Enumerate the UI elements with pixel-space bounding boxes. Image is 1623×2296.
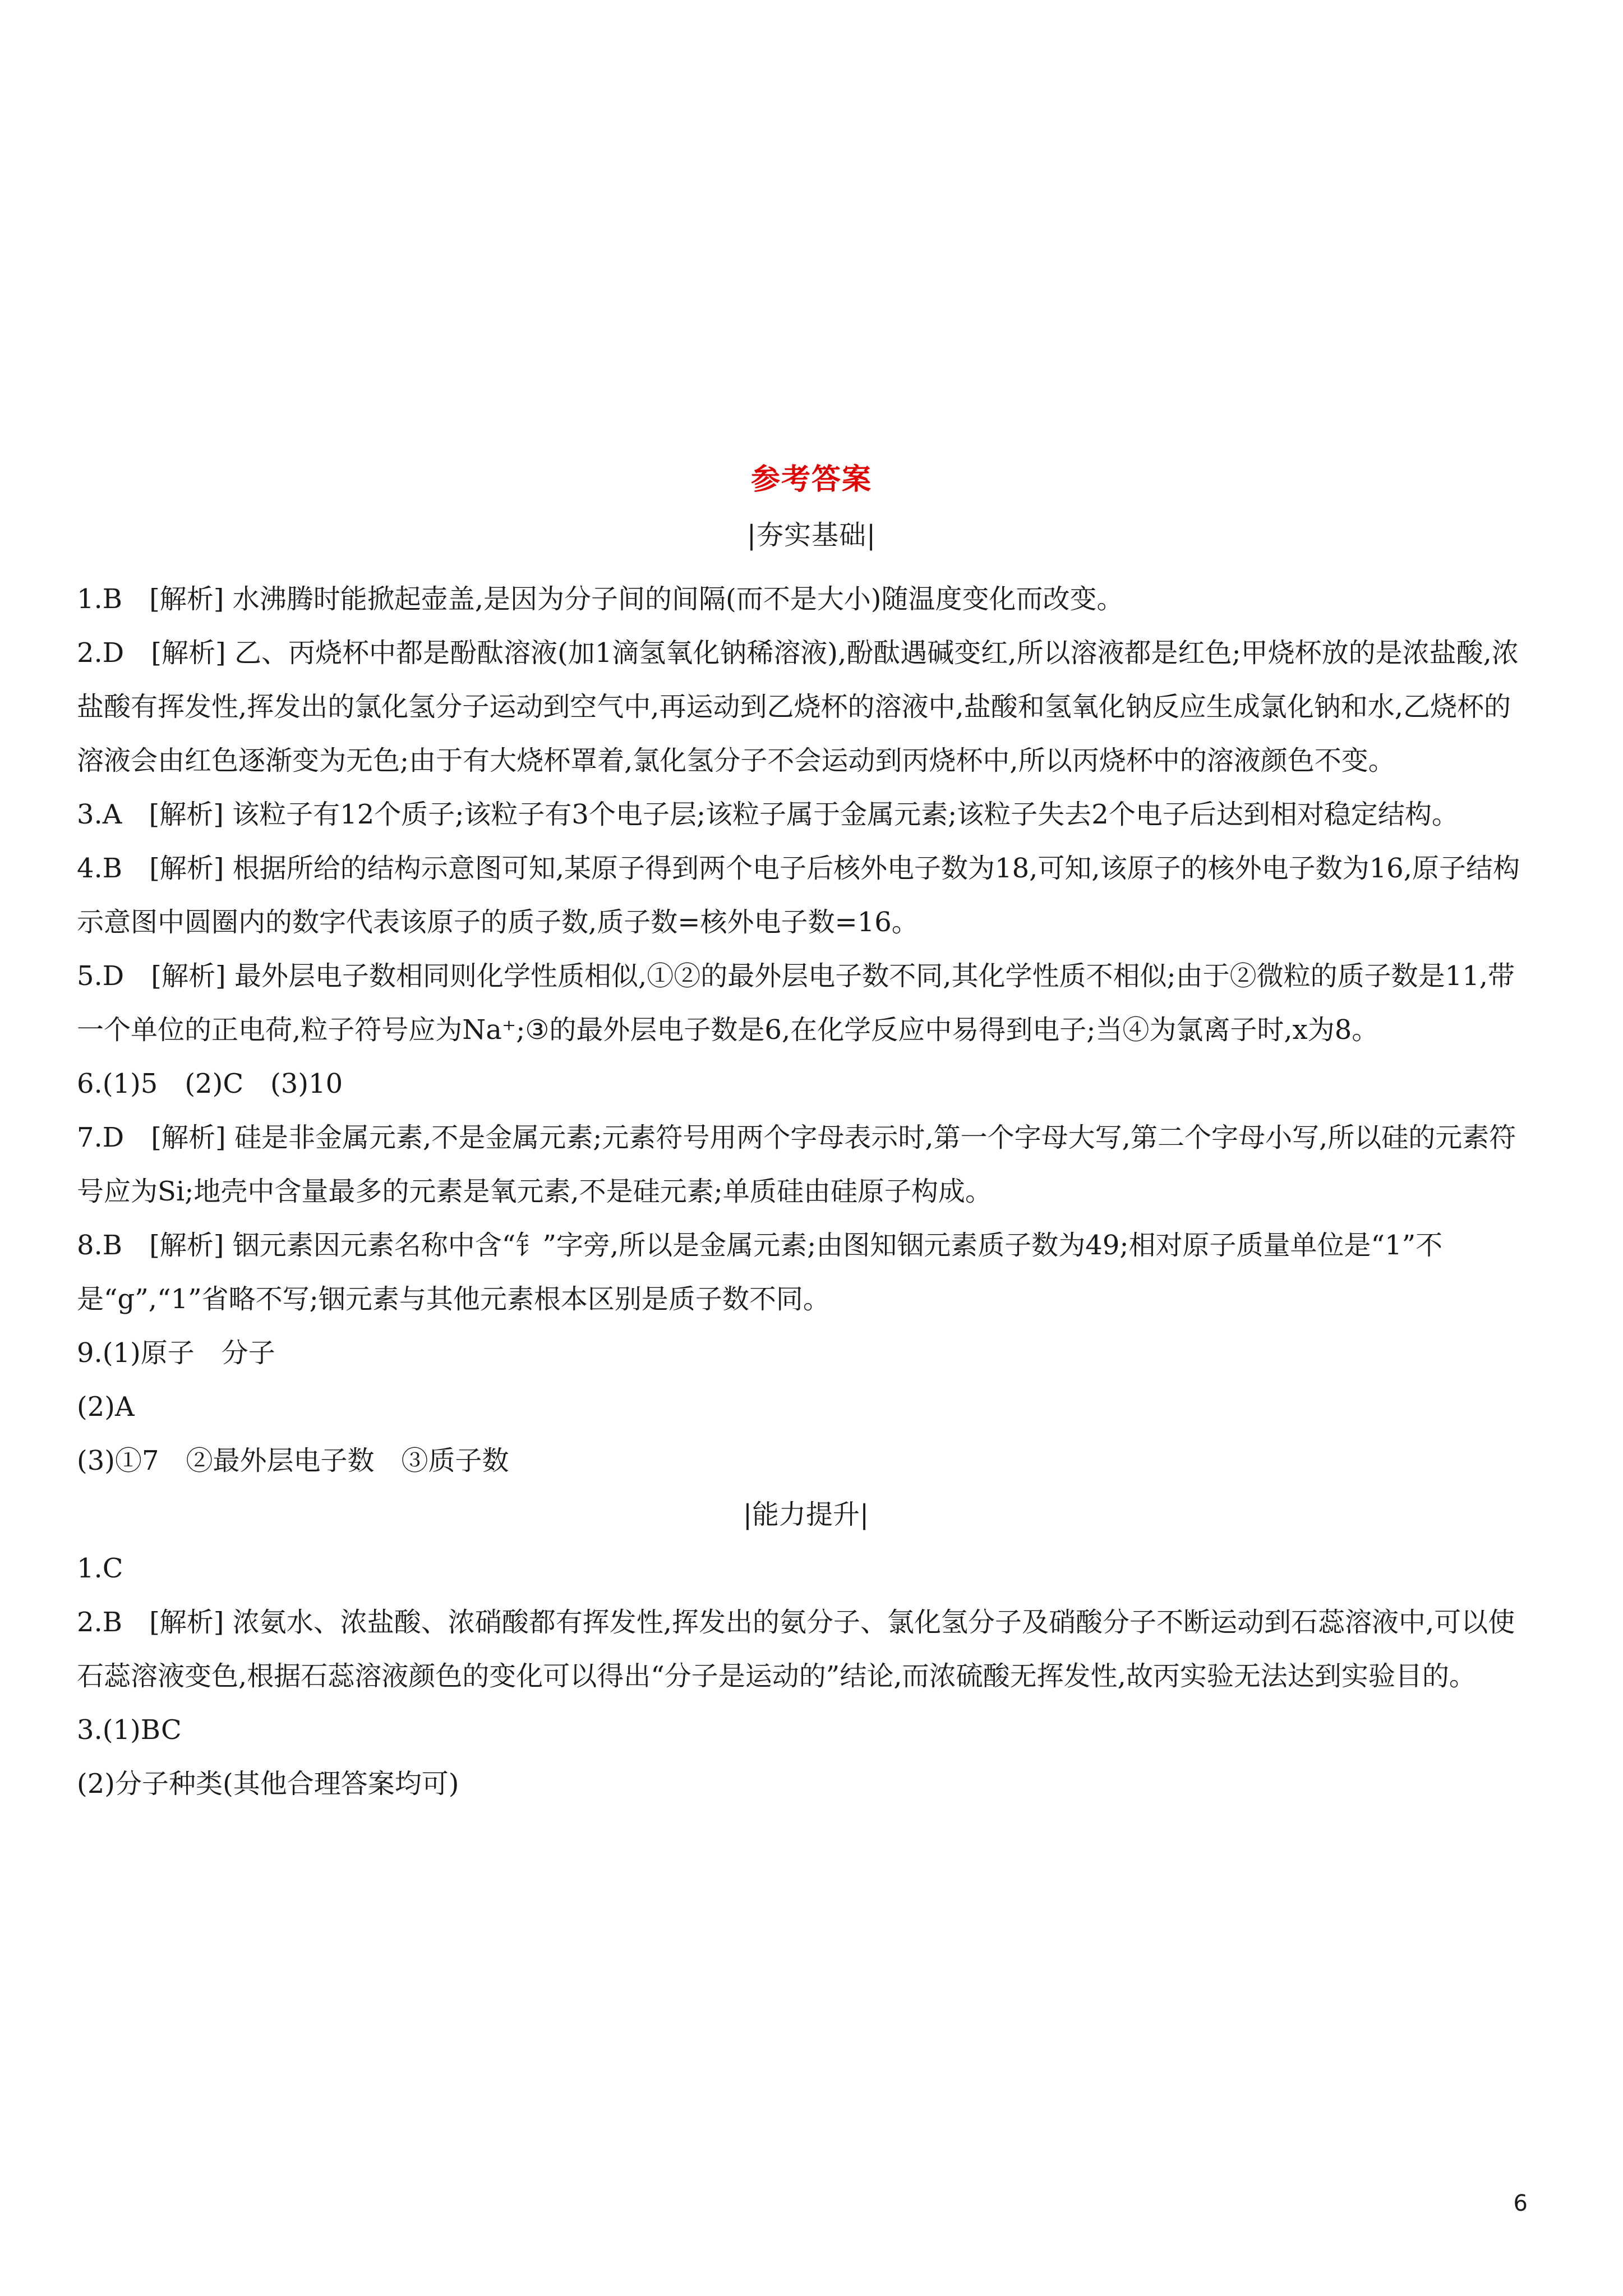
answer-item: 7.D [解析] 硅是非金属元素,不是金属元素;元素符号用两个字母表示时,第一个字母大写,第二个字母小写,所以硅的元素符号应为Si;地壳中含量最多的元素是氧元素,不是硅元素;单质硅由硅原子构成。 xyxy=(77,1122,1516,1207)
page-number: 6 xyxy=(1513,2191,1528,2216)
answer-item: (2)分子种类(其他合理答案均可) xyxy=(77,1768,459,1800)
answer-item: 1.B [解析] 水沸腾时能掀起壶盖,是因为分子间的间隔(而不是大小)随温度变化而改变。 xyxy=(77,583,1124,615)
answer-item: 1.C xyxy=(77,1553,123,1584)
answer-item: 5.D [解析] 最外层电子数相同则化学性质相似,①②的最外层电子数不同,其化学性质不相似;由于②微粒的质子数是11,带一个单位的正电荷,粒子符号应为Na⁺;③的最外层电子数是6,在化学反应中易得到电子;当④为氯离子时,x为8。 xyxy=(77,960,1515,1046)
answer-item: 3.(1)BC xyxy=(77,1714,182,1746)
answer-item: 3.A [解析] 该粒子有12个质子;该粒子有3个电子层;该粒子属于金属元素;该粒子失去2个电子后达到相对稳定结构。 xyxy=(77,799,1459,830)
answer-item: (2)A xyxy=(77,1391,135,1423)
answer-item: 8.B [解析] 铟元素因元素名称中含“钅”字旁,所以是金属元素;由图知铟元素质子数为49;相对原子质量单位是“1”不是“g”,“1”省略不写;铟元素与其他元素根本区别是质子数不同。 xyxy=(77,1230,1443,1315)
answer-body xyxy=(77,572,1535,1811)
section-heading-basics: |夯实基础| xyxy=(746,519,877,551)
answer-item: 6.(1)5 (2)C (3)10 xyxy=(77,1068,343,1099)
page-title: 参考答案 xyxy=(750,463,872,496)
section-heading-advanced: |能力提升| xyxy=(743,1499,869,1530)
answer-item: 4.B [解析] 根据所给的结构示意图可知,某原子得到两个电子后核外电子数为18,可知,该原子的核外电子数为16,原子结构示意图中圆圈内的数字代表该原子的质子数,质子数=核外电子数=16。 xyxy=(77,853,1520,938)
answer-item: 2.D [解析] 乙、丙烧杯中都是酚酞溶液(加1滴氢氧化钠稀溶液),酚酞遇碱变红,所以溶液都是红色;甲烧杯放的是浓盐酸,浓盐酸有挥发性,挥发出的氯化氢分子运动到空气中,再运动到乙烧杯的溶液中,盐酸和氢氧化钠反应生成氯化钠和水,乙烧杯的溶液会由红色逐渐变为无色;由于有大烧杯罩着,氯化氢分子不会运动到丙烧杯中,所以丙烧杯中的溶液颜色不变。 xyxy=(77,637,1519,776)
answer-item: 2.B [解析] 浓氨水、浓盐酸、浓硝酸都有挥发性,挥发出的氨分子、氯化氢分子及硝酸分子不断运动到石蕊溶液中,可以使石蕊溶液变色,根据石蕊溶液颜色的变化可以得出“分子是运动的”结论,而浓硫酸无挥发性,故丙实验无法达到实验目的。 xyxy=(77,1607,1515,1692)
answer-item: 9.(1)原子 分子 xyxy=(77,1337,275,1369)
answer-item: (3)①7 ②最外层电子数 ③质子数 xyxy=(77,1445,509,1476)
